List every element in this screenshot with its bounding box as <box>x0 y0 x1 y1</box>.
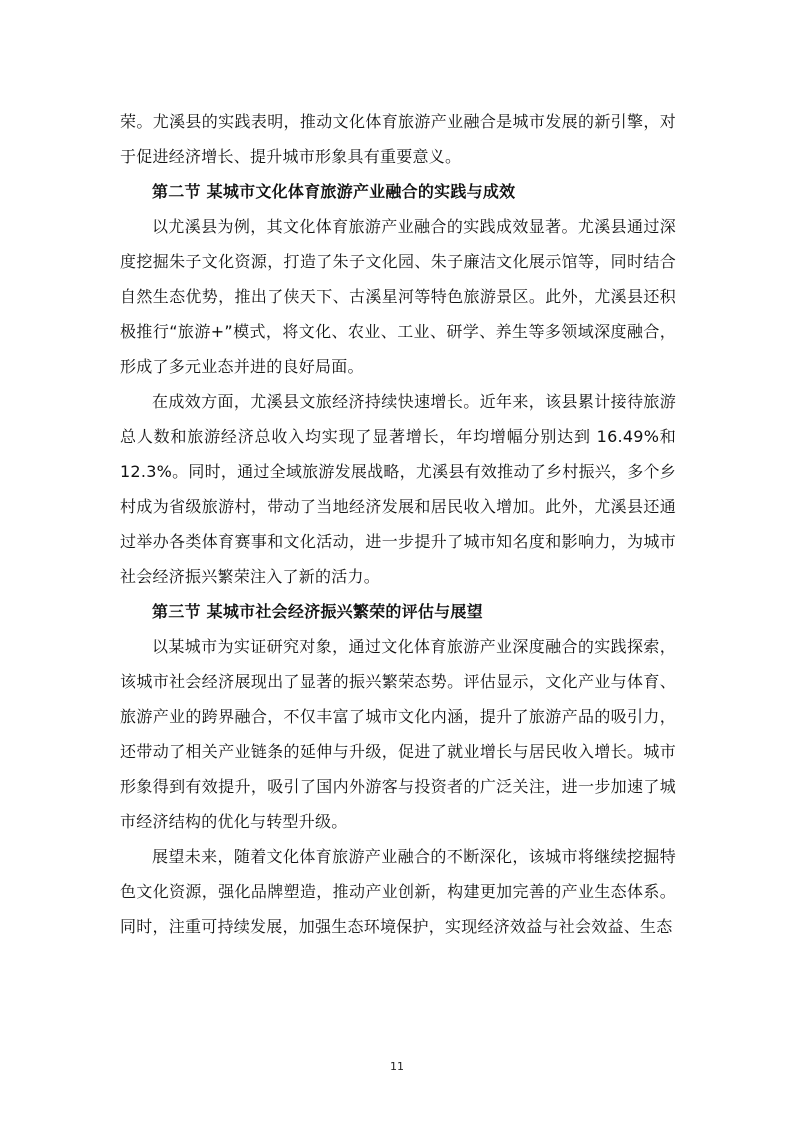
section-heading-2: 第二节 某城市文化体育旅游产业融合的实践与成效 <box>152 182 516 201</box>
paragraph-results: 在成效方面，尤溪县文旅经济持续快速增长。近年来，该县累计接待旅游总人数和旅游经济总收入均实现了显著增长，年均增幅分别达到 16.49%和 12.3%。同时，通过全域旅游发展战略，尤溪县有效推动了乡村振兴，多个乡村成为省级旅游村，带动了当地经济发展和居民收入增加。此外，尤溪县还通过举办各类体育赛事和文化活动，进一步提升了城市知名度和影响力，为城市社会经济振兴繁荣注入了新的活力。 <box>120 392 676 586</box>
paragraph-evaluation: 以某城市为实证研究对象，通过文化体育旅游产业深度融合的实践探索，该城市社会经济展现出了显著的振兴繁荣态势。评估显示，文化产业与体育、旅游产业的跨界融合，不仅丰富了城市文化内涵，提升了旅游产品的吸引力，还带动了相关产业链条的延伸与升级，促进了就业增长与居民收入增长。城市形象得到有效提升，吸引了国内外游客与投资者的广泛关注，进一步加速了城市经济结构的优化与转型升级。 <box>120 637 676 831</box>
page-body <box>120 104 676 944</box>
section-heading-3: 第三节 某城市社会经济振兴繁荣的评估与展望 <box>152 602 483 621</box>
page-number: 11 <box>390 1060 404 1073</box>
paragraph-continuation: 荣。尤溪县的实践表明，推动文化体育旅游产业融合是城市发展的新引擎，对于促进经济增长、提升城市形象具有重要意义。 <box>120 112 676 166</box>
paragraph-practice: 以尤溪县为例，其文化体育旅游产业融合的实践成效显著。尤溪县通过深度挖掘朱子文化资源，打造了朱子文化园、朱子廉洁文化展示馆等，同时结合自然生态优势，推出了侠天下、古溪星河等特色旅游景区。此外，尤溪县还积极推行“旅游+”模式，将文化、农业、工业、研学、养生等多领域深度融合，形成了多元业态并进的良好局面。 <box>120 217 676 376</box>
paragraph-outlook: 展望未来，随着文化体育旅游产业融合的不断深化，该城市将继续挖掘特色文化资源，强化品牌塑造，推动产业创新，构建更加完善的产业生态体系。同时，注重可持续发展，加强生态环境保护，实现经济效益与社会效益、生态 <box>120 847 676 936</box>
